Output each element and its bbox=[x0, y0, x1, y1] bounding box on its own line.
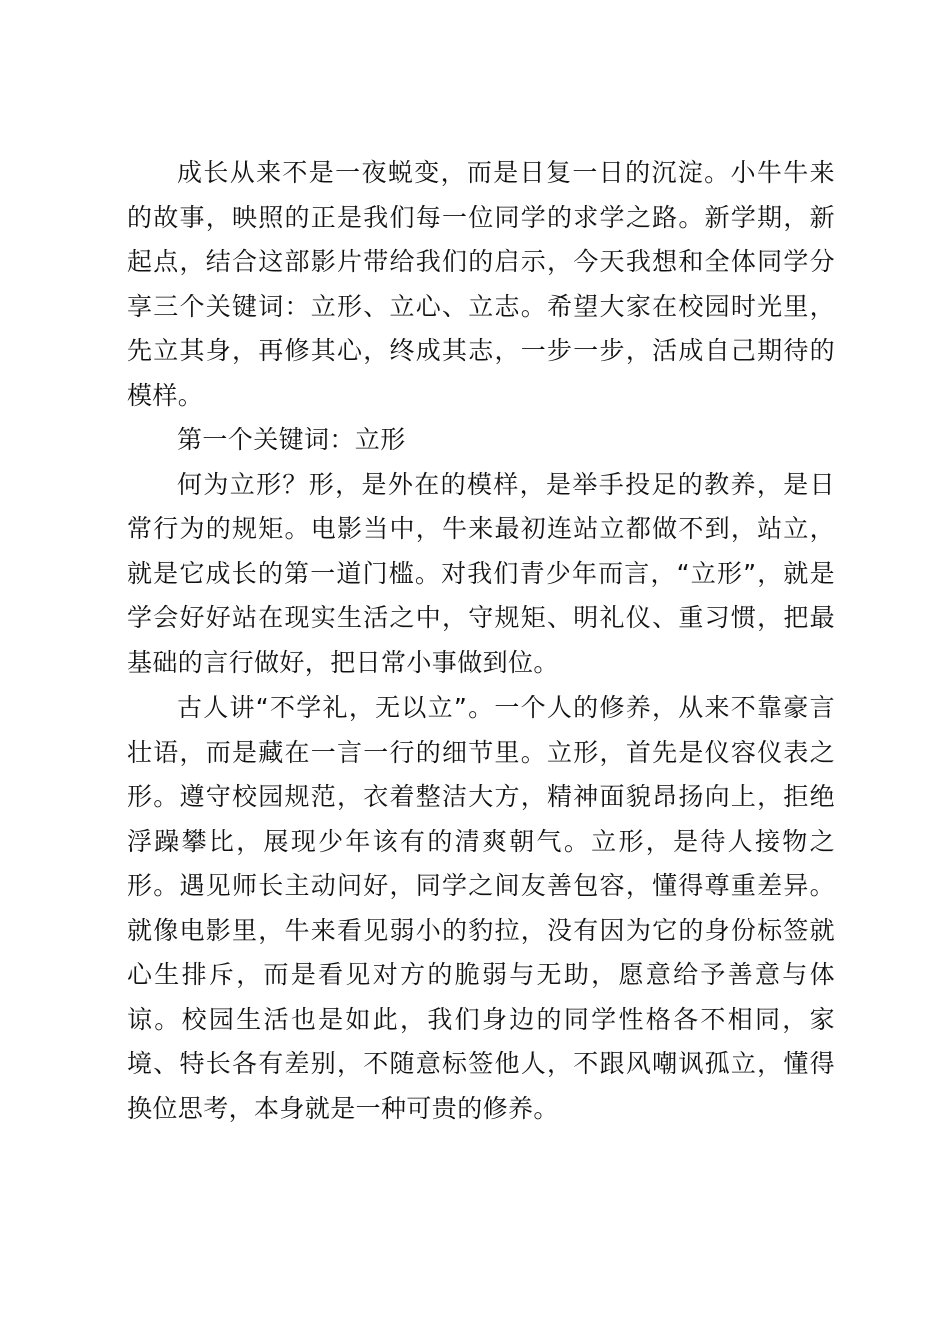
body-paragraph: 古人讲“不学礼，无以立”。一个人的修养，从来不靠豪言壮语，而是藏在一言一行的细节里。立形，首先是仪容仪表之形。遵守校园规范，衣着整洁大方，精神面貌昂扬向上，拒绝浮躁攀比，展现少年该有的清爽朝气。立形，是待人接物之形。遇见师长主动问好，同学之间友善包容，懂得尊重差异。就像电影里，牛来看见弱小的豹拉，没有因为它的身份标签就心生排斥，而是看见对方的脆弱与无助，愿意给予善意与体谅。校园生活也是如此，我们身边的同学性格各不相同，家境、特长各有差别，不随意标签他人，不跟风嘲讽孤立，懂得换位思考，本身就是一种可贵的修养。 bbox=[127, 693, 835, 1123]
body-paragraph: 何为立形？形，是外在的模样，是举手投足的教养，是日常行为的规矩。电影当中，牛来最初连站立都做不到，站立，就是它成长的第一道门槛。对我们青少年而言，“立形”，就是学会好好站在现实生活之中，守规矩、明礼仪、重习惯，把最基础的言行做好，把日常小事做到位。 bbox=[127, 469, 835, 677]
section-heading: 第一个关键词：立形 bbox=[177, 425, 406, 454]
document-body bbox=[127, 151, 835, 1131]
intro-paragraph: 成长从来不是一夜蜕变，而是日复一日的沉淀。小牛牛来的故事，映照的正是我们每一位同学的求学之路。新学期，新起点，结合这部影片带给我们的启示，今天我想和全体同学分享三个关键词：立形、立心、立志。希望大家在校园时光里，先立其身，再修其心，终成其志，一步一步，活成自己期待的模样。 bbox=[127, 158, 835, 410]
